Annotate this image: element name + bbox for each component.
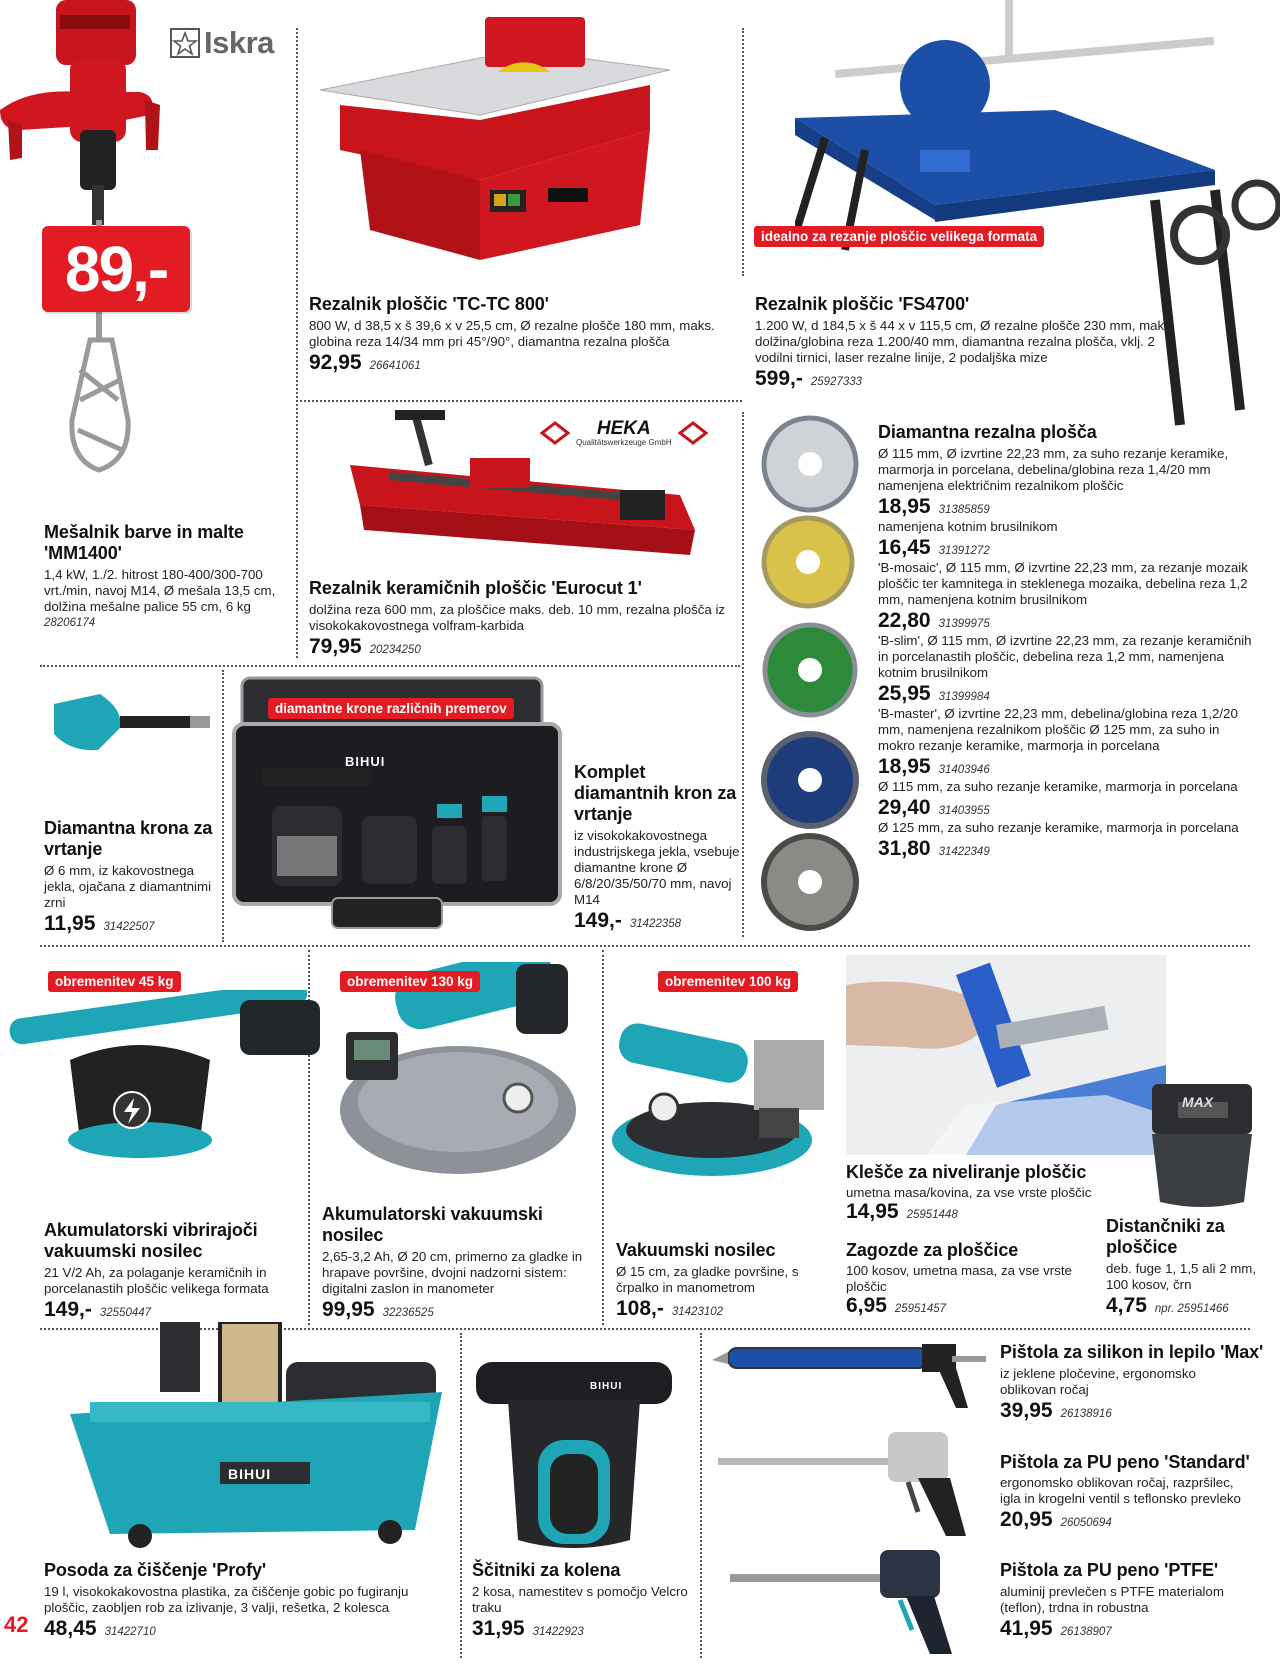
product-title: Vakuumski nosilec <box>616 1240 776 1260</box>
price-line <box>1000 1399 1268 1423</box>
disc-variant <box>878 633 1258 706</box>
manual-tile-cutter-image <box>350 410 706 570</box>
product-price: 31,80 <box>878 837 931 860</box>
product-price: 18,95 <box>878 495 931 518</box>
product-price: 39,95 <box>1000 1399 1053 1422</box>
product-desc: Ø 15 cm, za gladke površine, s črpalko in manometrom <box>616 1264 799 1295</box>
disc-variant <box>878 820 1258 861</box>
product-desc: Ø 115 mm, Ø izvrtine 22,23 mm, za suho rezanje keramike, marmorja in porcelana, debelina/globina reza 1,4/20 mm namenjena električnim rezalnikom ploščic <box>878 446 1229 493</box>
product-gun-ptfe <box>1000 1560 1268 1641</box>
product-price: 31,95 <box>472 1617 525 1640</box>
cordless-vacuum-lifter-image <box>330 962 586 1182</box>
disc-variant <box>878 446 1258 519</box>
divider <box>40 665 740 667</box>
brand-logo <box>170 27 274 59</box>
price-line <box>574 909 744 933</box>
price-line <box>44 912 214 936</box>
product-price: 99,95 <box>322 1298 375 1321</box>
product-code: 31423102 <box>671 1306 724 1318</box>
product-title: Distančniki za ploščice <box>1106 1216 1225 1257</box>
product-title: Mešalnik barve in malte 'MM1400' <box>44 522 244 563</box>
product-desc: 'B-slim', Ø 115 mm, Ø izvrtine 22,23 mm, za rezanje keramičnih in porcelanastih ploščic, debelina reza 1,2 mm, namenjena kotnim brusilnikom <box>878 633 1252 680</box>
product-desc: Ø 125 mm, za suho rezanje keramike, marmorja in porcelana <box>878 820 1239 835</box>
product-desc: 21 V/2 Ah, za polaganje keramičnih in porcelanastih ploščic velikega formata <box>44 1265 269 1296</box>
product-core-bit <box>44 818 214 936</box>
product-code: 26050694 <box>1060 1517 1112 1529</box>
product-code: 28206174 <box>44 617 96 629</box>
price-line <box>44 1617 454 1641</box>
product-price: 25,95 <box>878 682 931 705</box>
product-desc: deb. fuge 1, 1,5 ali 2 mm, 100 kosov, črn <box>1106 1261 1257 1292</box>
product-vac-acc <box>322 1204 598 1322</box>
product-desc: aluminij prevlečen s PTFE materialom (teflon), trdna in robustna <box>1000 1584 1224 1615</box>
price-line <box>878 495 1258 519</box>
product-knee <box>472 1560 696 1641</box>
product-desc: iz jeklene pločevine, ergonomsko oblikovan ročaj <box>1000 1366 1196 1397</box>
product-vac-vibr <box>44 1220 304 1322</box>
product-desc: 'B-mosaic', Ø 115 mm, Ø izvrtine 22,23 mm, za rezanje mozaik ploščic ter kamnitega in steklenega mozaika, debelina reza 1,2 mm, namenjena kotnim brusilnikom <box>878 560 1248 607</box>
product-title: Akumulatorski vakuumski nosilec <box>322 1204 543 1245</box>
product-tag: idealno za rezanje ploščic velikega formata <box>754 226 1044 247</box>
price-line <box>846 1200 1106 1224</box>
product-code: 31385859 <box>938 504 990 516</box>
product-desc: iz visokokakovostnega industrijskega jekla, vsebuje diamantne krone Ø 6/8/20/35/50/70 mm, navoj M14 <box>574 828 740 907</box>
heka-name: HEKA <box>596 417 651 439</box>
brand-name: Iskra <box>204 25 274 60</box>
product-tag: diamantne krone različnih premerov <box>268 698 514 719</box>
product-price: 29,40 <box>878 796 931 819</box>
core-set-brand: BIHUI <box>345 754 386 769</box>
price-line <box>846 1294 1106 1318</box>
product-price: 16,45 <box>878 536 931 559</box>
page-number: 42 <box>4 1612 29 1637</box>
product-title: Ščitniki za kolena <box>472 1560 621 1580</box>
product-mixer <box>44 522 282 629</box>
big-price-badge <box>42 226 190 312</box>
product-eurocut <box>309 578 729 659</box>
vibrating-vacuum-lifter-image <box>0 990 326 1165</box>
product-title: Pištola za PU peno 'PTFE' <box>1000 1560 1219 1580</box>
price-line <box>755 367 1225 391</box>
product-desc: namenjena kotnim brusilnikom <box>878 519 1058 534</box>
disc-variant-list <box>878 446 1258 861</box>
iskra-logo-icon <box>170 28 200 58</box>
product-pliers <box>846 1162 1106 1224</box>
product-code: 31391272 <box>938 545 990 557</box>
price-line <box>1106 1294 1266 1318</box>
product-title: Akumulatorski vibrirajoči vakuumski nosilec <box>44 1220 258 1261</box>
product-desc: Ø 115 mm, za suho rezanje keramike, marmorja in porcelana <box>878 779 1238 794</box>
knee-pads-image <box>474 1350 674 1560</box>
price-line <box>616 1297 816 1321</box>
product-code: 31422349 <box>938 846 990 858</box>
product-desc: 100 kosov, umetna masa, za vse vrste ploščic <box>846 1263 1072 1294</box>
product-title: Rezalnik ploščic 'TC-TC 800' <box>309 294 549 314</box>
product-title: Posoda za čiščenje 'Profy' <box>44 1560 267 1580</box>
product-price: 149,- <box>574 909 622 932</box>
product-price: 6,95 <box>846 1294 887 1317</box>
product-title: Zagozde za ploščice <box>846 1240 1019 1260</box>
product-code: 25951457 <box>894 1303 947 1315</box>
product-price: 599,- <box>755 367 803 390</box>
product-price: 11,95 <box>44 912 96 935</box>
product-code: 31422358 <box>629 918 682 930</box>
product-price: 92,95 <box>309 351 362 374</box>
product-code: 32550447 <box>99 1307 152 1319</box>
disc-variant <box>878 560 1258 633</box>
product-code: 31422710 <box>104 1626 156 1638</box>
price-line <box>44 1298 304 1322</box>
product-desc: 2,65-3,2 Ah, Ø 20 cm, primerno za gladke in hrapave površine, dvojni nadzorni sistem: digitalni zaslon in manometer <box>322 1249 583 1296</box>
product-price: 18,95 <box>878 755 931 778</box>
divider <box>742 28 744 276</box>
product-code: 26138916 <box>1060 1408 1112 1420</box>
core-bit-image <box>50 690 212 756</box>
product-desc: umetna masa/kovina, za vse vrste ploščic <box>846 1185 1092 1200</box>
disc-variant <box>878 779 1258 820</box>
product-core-set <box>574 762 744 933</box>
product-code: 31399975 <box>938 618 990 630</box>
product-price: 20,95 <box>1000 1508 1053 1531</box>
product-desc: 'B-master', Ø izvrtine 22,23 mm, debelina/globina reza 1,2/20 mm, namenjena rezalnikom ploščic Ø 125 mm, za suho in mokro rezanje keramike, marmorja in porcelana <box>878 706 1238 753</box>
leveling-pliers-photo <box>846 955 1166 1155</box>
product-desc: 19 l, visokokakovostna plastika, za čiščenje gobic po fugiranju ploščic, zaobljen rob za izlivanje, 3 valji, rešetka, 2 kolesca <box>44 1584 409 1615</box>
divider <box>460 1333 462 1658</box>
product-tag: obremenitev 100 kg <box>658 971 798 992</box>
disc-variant <box>878 519 1258 560</box>
divider <box>222 670 224 942</box>
price-line <box>1000 1617 1268 1641</box>
product-gun-max <box>1000 1342 1268 1423</box>
divider <box>296 400 742 402</box>
spacer-logo: MAX <box>1182 1094 1214 1110</box>
product-spacers <box>1106 1216 1266 1318</box>
price-line <box>472 1617 696 1641</box>
product-title: Diamantna krona za vrtanje <box>44 818 213 859</box>
price-line <box>878 796 1258 820</box>
pu-foam-gun-standard-image <box>718 1422 980 1538</box>
product-desc: Ø 6 mm, iz kakovostnega jekla, ojačana z diamantnimi zrni <box>44 863 212 910</box>
product-price: 4,75 <box>1106 1294 1147 1317</box>
product-vac <box>616 1240 816 1321</box>
product-price: 48,45 <box>44 1617 97 1640</box>
divider <box>700 1333 702 1658</box>
product-desc: ergonomsko oblikovan ročaj, razpršilec, igla in krogelni ventil s teflonsko prevleko <box>1000 1475 1241 1506</box>
disc-variant <box>878 706 1258 779</box>
product-code: 31422923 <box>532 1626 584 1638</box>
product-price: 14,95 <box>846 1200 899 1223</box>
price-line <box>878 609 1258 633</box>
product-desc: dolžina reza 600 mm, za ploščice maks. deb. 10 mm, rezalna plošča iz visokokakovostnega volfram-karbida <box>309 602 726 633</box>
product-price: 108,- <box>616 1297 664 1320</box>
product-price: 41,95 <box>1000 1617 1053 1640</box>
disc-images <box>760 414 860 934</box>
product-code: 31422507 <box>103 921 155 933</box>
product-gun-std <box>1000 1452 1268 1532</box>
product-desc: 800 W, d 38,5 x š 39,6 x v 25,5 cm, Ø rezalne plošče 180 mm, maks. globina reza 14/34 mm pri 45°/90°, diamantna rezalna plošča <box>309 318 715 349</box>
product-wedges <box>846 1240 1106 1318</box>
product-title: Diamantna rezalna plošča <box>878 422 1097 442</box>
divider <box>296 28 298 658</box>
product-code: npr. 25951466 <box>1154 1303 1229 1315</box>
product-price: 149,- <box>44 1298 92 1321</box>
product-title: Pištola za PU peno 'Standard' <box>1000 1452 1250 1472</box>
bucket-brand: BIHUI <box>228 1466 272 1482</box>
price-line <box>1000 1508 1268 1532</box>
product-title: Klešče za niveliranje ploščic <box>846 1162 1087 1182</box>
product-code: 26641061 <box>369 360 421 372</box>
product-discs <box>878 422 1258 861</box>
divider <box>40 945 1250 947</box>
product-code: 25951448 <box>906 1209 958 1221</box>
silicone-gun-image <box>712 1338 986 1412</box>
tile-cutter-tc800-image <box>320 10 670 275</box>
product-code: 31403955 <box>938 805 990 817</box>
product-code: 20234250 <box>369 644 421 656</box>
price-line <box>878 536 1258 560</box>
product-fs4700 <box>755 294 1225 391</box>
product-title: Pištola za silikon in lepilo 'Max' <box>1000 1342 1264 1362</box>
product-desc: 1,4 kW, 1./2. hitrost 180-400/300-700 vrt./min, navoj M14, Ø mešala 13,5 cm, dolžina mešalne palice 55 cm, 6 kg <box>44 567 276 614</box>
vacuum-lifter-image <box>604 990 830 1180</box>
product-bucket <box>44 1560 454 1641</box>
cleaning-bucket-image <box>70 1322 450 1552</box>
product-title: Komplet diamantnih kron za vrtanje <box>574 762 737 824</box>
product-code: 31403946 <box>938 764 990 776</box>
heka-sub: Qualitätswerkzeuge GmbH <box>576 437 672 447</box>
product-desc: 2 kosa, namestitev s pomočjo Velcro traku <box>472 1584 688 1615</box>
product-title: Rezalnik keramičnih ploščic 'Eurocut 1' <box>309 578 642 598</box>
product-desc: 1.200 W, d 184,5 x š 44 x v 115,5 cm, Ø rezalne plošče 230 mm, maks. dolžina/globina reza 1.200/40 mm, diamantna rezalna plošča, vklj. 2 vodilni tirnici, laser rezalne linije, 2 podaljška mize <box>755 318 1175 365</box>
product-code: 31399984 <box>938 691 990 703</box>
product-tag: obremenitev 45 kg <box>48 971 181 992</box>
price-line <box>309 635 729 659</box>
product-code: 32236525 <box>382 1307 434 1319</box>
product-price: 22,80 <box>878 609 931 632</box>
product-title: Rezalnik ploščic 'FS4700' <box>755 294 970 314</box>
knee-brand: BIHUI <box>590 1381 623 1392</box>
product-price: 79,95 <box>309 635 362 658</box>
product-code: 25927333 <box>810 376 863 388</box>
pu-foam-gun-ptfe-image <box>730 1530 970 1656</box>
price-line <box>878 837 1258 861</box>
price-line <box>309 351 729 375</box>
product-code: 26138907 <box>1060 1626 1112 1638</box>
price-line <box>322 1298 598 1322</box>
price-line <box>878 682 1258 706</box>
product-tc800 <box>309 294 729 375</box>
big-price: 89,- <box>64 233 168 305</box>
price-line <box>878 755 1258 779</box>
product-tag: obremenitev 130 kg <box>340 971 480 992</box>
